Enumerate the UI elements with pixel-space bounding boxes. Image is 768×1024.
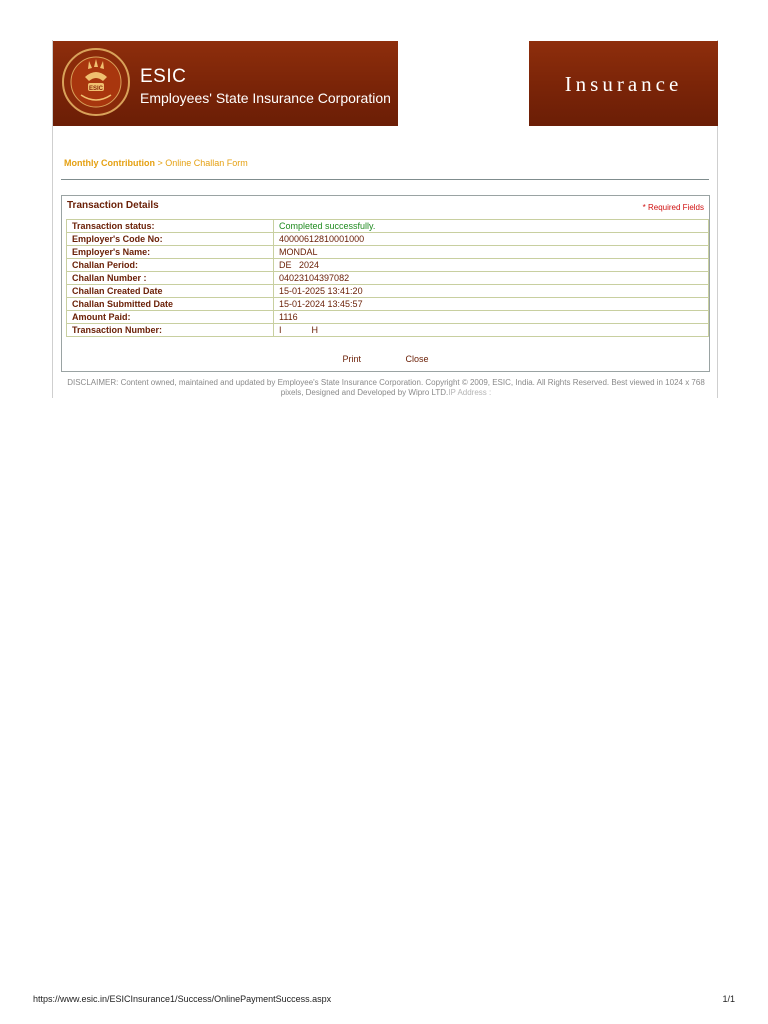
row-value: 15-01-2024 13:45:57 bbox=[274, 298, 709, 311]
row-label: Transaction Number: bbox=[67, 324, 274, 337]
disclaimer-text: DISCLAIMER: Content owned, maintained and updated by Employee's State Insurance Corporation. Copyright © 2009, ESIC, India. All Rights Reserved. Best viewed in 1024 x 768 pixels, Designed and Developed by Wipro LTD. bbox=[67, 378, 705, 397]
table-row bbox=[67, 272, 709, 285]
insurance-banner bbox=[529, 41, 718, 126]
row-value: 15-01-2025 13:41:20 bbox=[274, 285, 709, 298]
breadcrumb-separator: > bbox=[154, 158, 166, 168]
required-fields-note: * Required Fields bbox=[642, 203, 704, 212]
brand-subtitle: Employees' State Insurance Corporation bbox=[140, 90, 391, 106]
close-link[interactable]: Close bbox=[405, 354, 429, 364]
table-row bbox=[67, 298, 709, 311]
table-row bbox=[67, 246, 709, 259]
table-row bbox=[67, 285, 709, 298]
row-value: 04023104397082 bbox=[274, 272, 709, 285]
breadcrumb-monthly-contribution[interactable]: Monthly Contribution bbox=[64, 158, 155, 168]
transaction-details-panel bbox=[61, 195, 710, 372]
breadcrumb bbox=[64, 158, 248, 168]
svg-text:ESIC: ESIC bbox=[88, 86, 104, 92]
breadcrumb-current: Online Challan Form bbox=[165, 158, 248, 168]
table-row bbox=[67, 233, 709, 246]
print-footer-url: https://www.esic.in/ESICInsurance1/Success/OnlinePaymentSuccess.aspx bbox=[33, 994, 332, 1004]
row-label: Amount Paid: bbox=[67, 311, 274, 324]
section-divider bbox=[61, 179, 709, 180]
row-label: Employer's Name: bbox=[67, 246, 274, 259]
ip-address-label: IP Address : bbox=[448, 388, 492, 397]
print-footer-page-number: 1/1 bbox=[722, 994, 735, 1004]
esic-logo-icon bbox=[61, 47, 131, 117]
transaction-details-table bbox=[66, 219, 709, 337]
row-value: 1116 bbox=[274, 311, 709, 324]
row-value: I H bbox=[274, 324, 709, 337]
row-value: 40000612810001000 bbox=[274, 233, 709, 246]
row-label: Challan Submitted Date bbox=[67, 298, 274, 311]
transaction-status-value: Completed successfully. bbox=[274, 220, 709, 233]
table-row bbox=[67, 311, 709, 324]
action-links bbox=[62, 354, 709, 364]
row-label: Employer's Code No: bbox=[67, 233, 274, 246]
esic-header-banner bbox=[53, 41, 398, 126]
print-link[interactable]: Print bbox=[342, 354, 361, 364]
table-row bbox=[67, 220, 709, 233]
table-row bbox=[67, 259, 709, 272]
row-label: Transaction status: bbox=[67, 220, 274, 233]
row-value: DE 2024 bbox=[274, 259, 709, 272]
table-row bbox=[67, 324, 709, 337]
row-label: Challan Created Date bbox=[67, 285, 274, 298]
row-label: Challan Period: bbox=[67, 259, 274, 272]
panel-title: Transaction Details bbox=[67, 200, 159, 211]
disclaimer bbox=[61, 378, 711, 398]
row-label: Challan Number : bbox=[67, 272, 274, 285]
row-value: MONDAL bbox=[274, 246, 709, 259]
brand-title: ESIC bbox=[140, 66, 187, 87]
insurance-title: Insurance bbox=[564, 72, 683, 96]
